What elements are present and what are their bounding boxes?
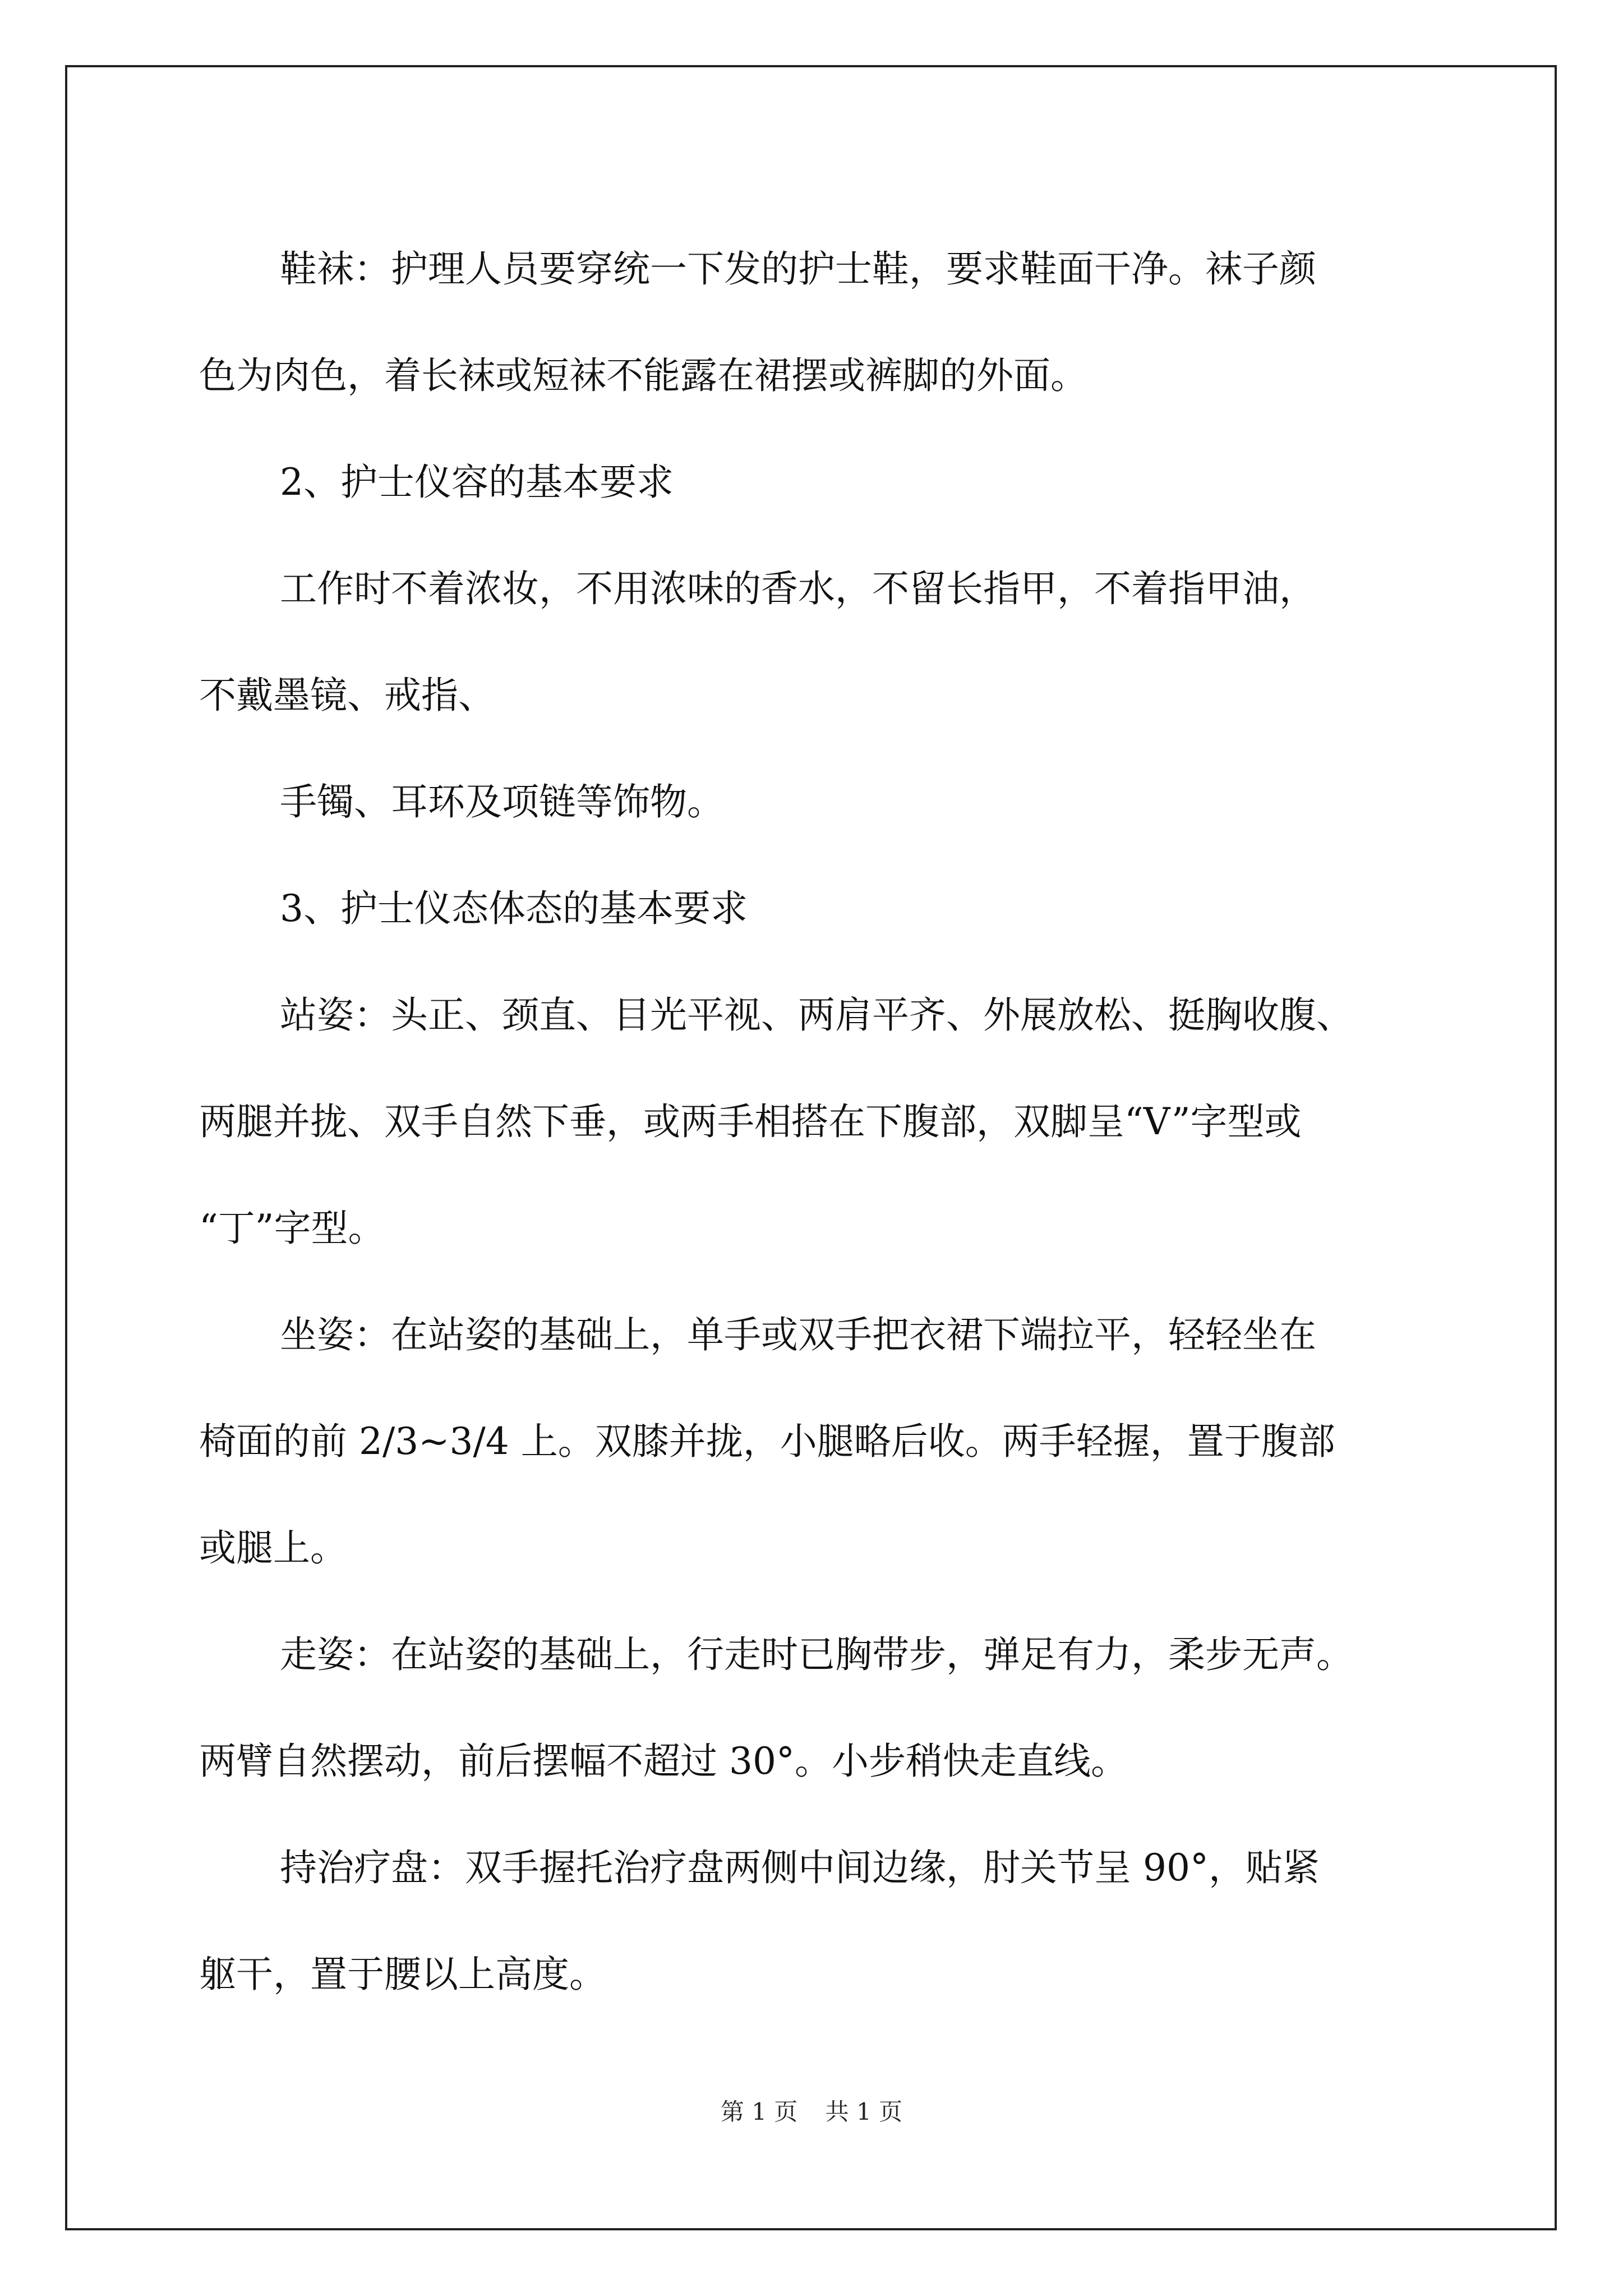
paragraph-sitting: [199, 1282, 1433, 1602]
page-number-current: 第 1 页: [720, 2098, 798, 2125]
paragraph-line: 站姿：头正、颈直、目光平视、两肩平齐、外展放松、挺胸收腹、: [280, 993, 1353, 1037]
paragraph-line: 两腿并拢、双手自然下垂，或两手相搭在下腹部，双脚呈“V”字型或: [199, 1100, 1302, 1143]
section-heading: 2、护士仪容的基本要求: [280, 461, 674, 504]
paragraph-line: 坐姿：在站姿的基础上，单手或双手把衣裙下端拉平，轻轻坐在: [280, 1313, 1316, 1356]
paragraph-line: 或腿上。: [199, 1526, 347, 1570]
paragraph-line: “丁”字型。: [199, 1207, 385, 1250]
paragraph-appearance: [199, 536, 1433, 749]
document-body: [199, 216, 1433, 2028]
paragraph-line: 躯干，置于腰以上高度。: [199, 1953, 606, 1996]
paragraph-line: 色为肉色，着长袜或短袜不能露在裙摆或裤脚的外面。: [199, 354, 1087, 397]
paragraph-line: 鞋袜：护理人员要穿统一下发的护士鞋，要求鞋面干净。袜子颜: [280, 247, 1316, 291]
paragraph-line: 两臂自然摆动，前后摆幅不超过 30°。小步稍快走直线。: [199, 1740, 1128, 1783]
paragraph-tray: [199, 1815, 1433, 2028]
section-heading: 3、护士仪态体态的基本要求: [280, 887, 748, 930]
paragraph-shoes-socks: [199, 216, 1433, 429]
page-footer: [0, 2095, 1623, 2129]
heading-posture: [199, 855, 1433, 962]
paragraph-line: 不戴墨镜、戒指、: [199, 674, 495, 717]
paragraph-line: 工作时不着浓妆，不用浓味的香水，不留长指甲，不着指甲油，: [280, 567, 1316, 610]
paragraph-line: 手镯、耳环及项链等饰物。: [280, 780, 724, 823]
paragraph-line: 走姿：在站姿的基础上，行走时已胸带步，弹足有力，柔步无声。: [280, 1633, 1353, 1676]
paragraph-accessories: [199, 749, 1433, 855]
paragraph-walking: [199, 1602, 1433, 1815]
page-number-total: 共 1 页: [825, 2098, 903, 2125]
heading-appearance: [199, 429, 1433, 536]
paragraph-standing: [199, 962, 1433, 1282]
paragraph-line: 椅面的前 2/3~3/4 上。双膝并拢，小腿略后收。两手轻握，置于腹部: [199, 1420, 1335, 1463]
paragraph-line: 持治疗盘：双手握托治疗盘两侧中间边缘，肘关节呈 90°，贴紧: [280, 1846, 1320, 1889]
